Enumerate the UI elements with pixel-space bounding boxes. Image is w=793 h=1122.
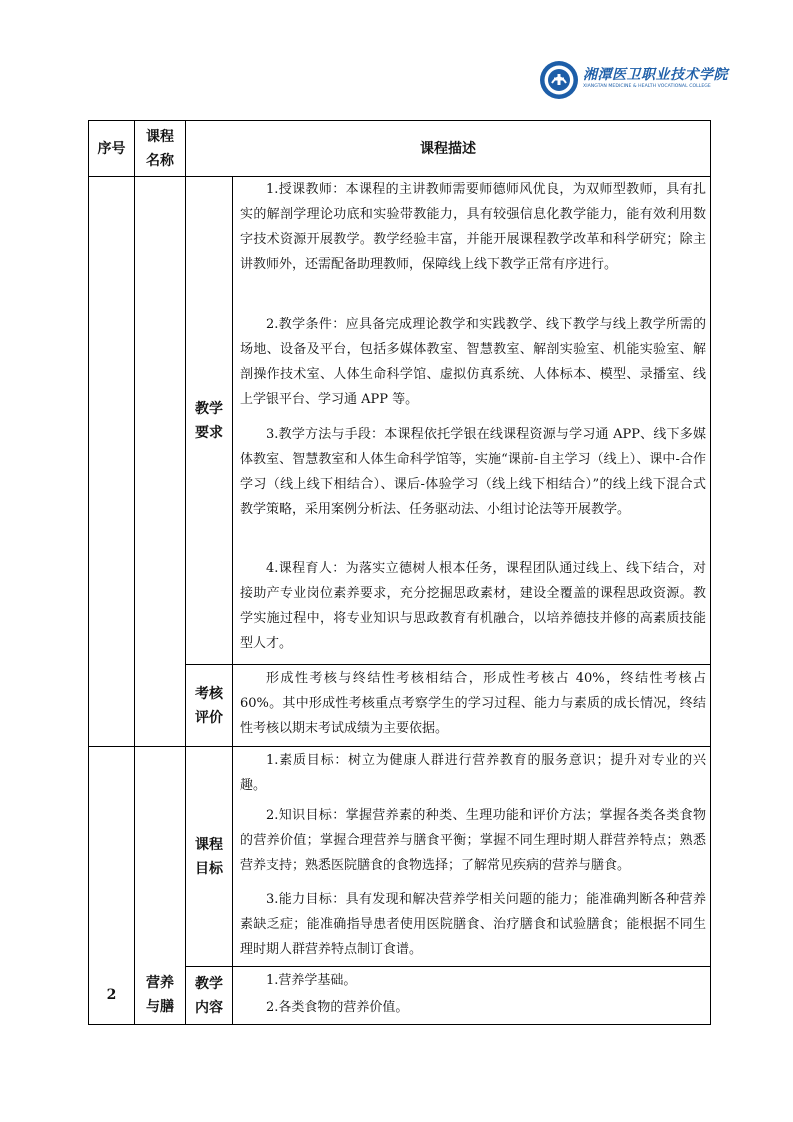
table-border-right — [710, 120, 711, 1025]
header-description — [186, 121, 710, 176]
teaching-req-para-4: 4.课程育人：为落实立德树人根本任务，课程团队通过线上、线下结合，对接助产专业岗位素养要求，充分挖掘思政素材，建设全覆盖的课程思政资源。教学实施过程中，将专业知识与思政教育有机融合，以培养德技并修的高素质技能型人才。 — [240, 561, 706, 651]
college-logo — [539, 60, 728, 104]
section2-course-name-line1: 营养 — [146, 975, 174, 991]
section2-seq-text: 2 — [106, 987, 117, 1003]
table-border-left — [88, 120, 89, 1025]
label-course-goals — [186, 747, 232, 966]
college-name-en: XIANGTAN MEDICINE & HEALTH VOCATIONAL COLLEGE — [583, 84, 711, 89]
content-item-1: 1.营养学基础。 — [266, 973, 357, 988]
label-teaching-content — [186, 967, 232, 1024]
goal-para-3: 3.能力目标：具有发现和解决营养学相关问题的能力；能准确判断各种营养素缺乏症；能准确指导患者使用医院膳食、治疗膳食和试验膳食；能根据不同生理时期人群营养特点制订食谱。 — [240, 892, 706, 957]
section2-course-name — [135, 966, 185, 1024]
col-divider — [134, 120, 135, 1025]
label-assessment-line2: 评价 — [195, 709, 223, 726]
section-divider — [88, 746, 711, 747]
section2-seq — [89, 966, 134, 1024]
header-seq-text: 序号 — [97, 140, 126, 157]
header-description-text: 课程描述 — [420, 140, 476, 157]
label-assessment-line1: 考核 — [195, 685, 223, 702]
label-teaching-requirements — [186, 177, 232, 664]
header-course-name — [135, 121, 185, 176]
label-course-goals-line2: 目标 — [195, 860, 223, 877]
teaching-req-para-2: 2.教学条件：应具备完成理论教学和实践教学、线下教学与线上教学所需的场地、设备及平台，包括多媒体教室、智慧教室、解剖实验室、机能实验室、解剖操作技术室、人体生命科学馆、虚拟仿真系统、人体标本、模型、录播室、线上学银平台、学习通 APP 等。 — [240, 317, 706, 407]
label-assessment — [186, 665, 232, 746]
row-divider — [185, 966, 711, 967]
content-item-2: 2.各类食物的营养价值。 — [266, 1000, 409, 1015]
table-border-bottom — [88, 1024, 711, 1025]
label-teaching-req-line1: 教学 — [195, 400, 223, 417]
label-teaching-content-line2: 内容 — [195, 999, 223, 1016]
teaching-req-para-1: 1.授课教师：本课程的主讲教师需要师德师风优良，为双师型教师，具有扎实的解剖学理论功底和实验带教能力，具有较强信息化教学能力，能有效利用数字技术资源开展教学。教学经验丰富，并能开展课程教学改革和科学研究；除主讲教师外，还需配备助理教师，保障线上线下教学正常有序进行。 — [240, 182, 706, 272]
label-teaching-content-line1: 教学 — [195, 975, 223, 992]
header-course-name-line2: 名称 — [146, 152, 174, 169]
header-seq — [89, 121, 134, 176]
college-seal-icon — [539, 60, 579, 100]
section2-course-name-line2: 与膳 — [146, 999, 174, 1015]
col-divider — [232, 176, 233, 1025]
header-course-name-line1: 课程 — [146, 128, 174, 145]
label-teaching-req-line2: 要求 — [195, 424, 223, 441]
row-divider — [185, 664, 711, 665]
label-course-goals-line1: 课程 — [195, 836, 223, 853]
teaching-req-para-3: 3.教学方法与手段：本课程依托学银在线课程资源与学习通 APP、线下多媒体教室、智慧教室和人体生命科学馆等，实施“课前-自主学习（线上）、课中-合作学习（线上线下相结合）、课后-体验学习（线上线下相结合）”的线上线下混合式教学策略，采用案例分析法、任务驱动法、小组讨论法等开展教学。 — [240, 427, 706, 517]
goal-para-1: 1.素质目标：树立为健康人群进行营养教育的服务意识；提升对专业的兴趣。 — [240, 753, 706, 793]
goal-para-2: 2.知识目标：掌握营养素的种类、生理功能和评价方法；掌握各类各类食物的营养价值；掌握合理营养与膳食平衡；掌握不同生理时期人群营养特点；熟悉营养支持；熟悉医院膳食的食物选择；了解常见疾病的营养与膳食。 — [240, 808, 706, 873]
assessment-text: 形成性考核与终结性考核相结合，形成性考核占 40%，终结性考核占 60%。其中形成性考核重点考察学生的学习过程、能力与素质的成长情况，终结性考核以期末考试成绩为主要依据。 — [240, 671, 706, 736]
college-name-cn: 湘潭医卫职业技术学院 — [583, 67, 728, 83]
